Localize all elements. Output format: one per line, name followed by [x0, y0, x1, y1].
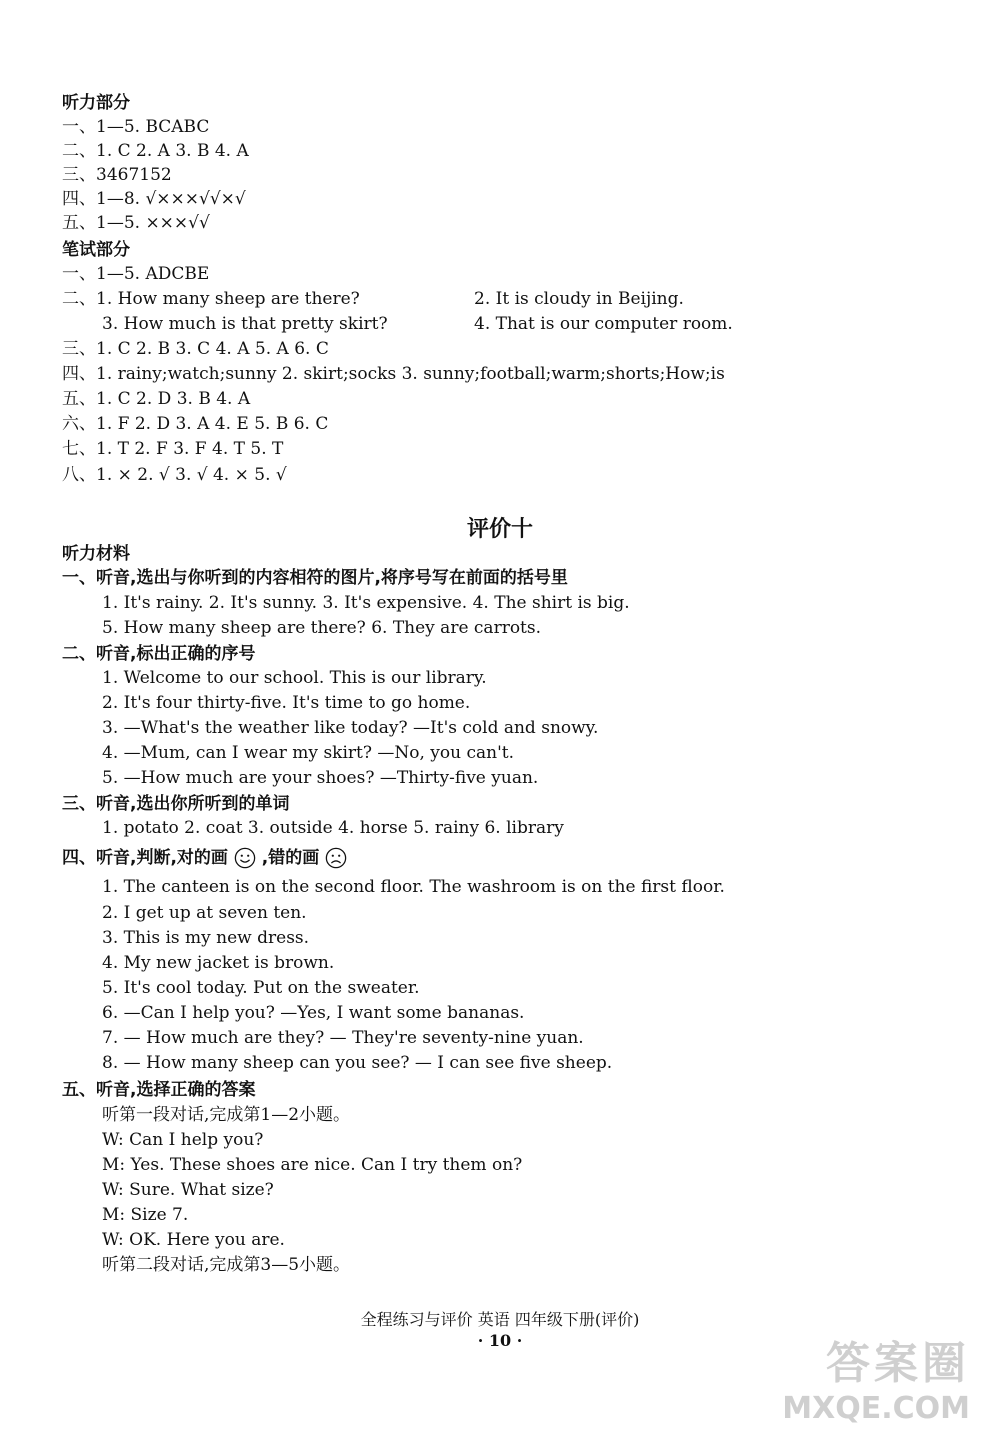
script-line: 听第一段对话,完成第1—2小题。 — [102, 1105, 351, 1125]
script-line: 听第二段对话,完成第3—5小题。 — [102, 1255, 351, 1275]
smiley-face-icon — [234, 847, 256, 869]
script-line: 4. My new jacket is brown. — [102, 953, 335, 973]
answer-line: 六、1. F 2. D 3. A 4. E 5. B 6. C — [62, 414, 329, 434]
script-line: 1. The canteen is on the second floor. The washroom is on the first floor. — [102, 877, 725, 897]
section-title: 评价十 — [466, 517, 533, 542]
footer-book-title: 全程练习与评价 英语 四年级下册(评价) — [360, 1310, 640, 1329]
dialogue-line: M: Size 7. — [102, 1205, 189, 1225]
script-line: 5. It's cool today. Put on the sweater. — [102, 978, 420, 998]
watermark-text: 答案圈 — [826, 1338, 970, 1389]
script-line: 6. —Can I help you? —Yes, I want some bananas. — [102, 1003, 525, 1023]
script-line: 1. potato 2. coat 3. outside 4. horse 5. rainy 6. library — [102, 818, 564, 838]
answer-line: 3. How much is that pretty skirt? — [102, 314, 388, 334]
answer-line: 八、1. × 2. √ 3. √ 4. × 5. √ — [62, 465, 287, 485]
question-heading-part: 四、听音,判断,对的画 — [62, 848, 228, 868]
question-heading: 一、听音,选出与你听到的内容相符的图片,将序号写在前面的括号里 — [62, 568, 568, 588]
answer-line: 一、1—5. ADCBE — [62, 264, 210, 284]
script-line: 2. I get up at seven ten. — [102, 903, 307, 923]
watermark-url: MXQE.COM — [782, 1391, 970, 1426]
watermark — [782, 1327, 970, 1426]
answer-line: 七、1. T 2. F 3. F 4. T 5. T — [62, 439, 284, 459]
script-line: 1. Welcome to our school. This is our library. — [102, 668, 487, 688]
answer-line: 二、1. How many sheep are there? — [62, 289, 360, 309]
answer-line: 四、1—8. √×××√√×√ — [62, 189, 246, 209]
script-line: 3. This is my new dress. — [102, 928, 310, 948]
answer-line: 一、1—5. BCABC — [62, 117, 210, 137]
written-part-heading: 笔试部分 — [62, 240, 130, 260]
script-line: 8. — How many sheep can you see? — I can see five sheep. — [102, 1053, 613, 1073]
answer-line: 三、3467152 — [62, 165, 172, 185]
script-line: 3. —What's the weather like today? —It's cold and snowy. — [102, 718, 599, 738]
dialogue-line: W: OK. Here you are. — [102, 1230, 285, 1250]
material-heading: 听力材料 — [62, 544, 130, 564]
script-line: 4. —Mum, can I wear my skirt? —No, you can't. — [102, 743, 515, 763]
question-heading: 二、听音,标出正确的序号 — [62, 644, 256, 664]
page-number: · 10 · — [477, 1331, 523, 1350]
script-line: 2. It's four thirty-five. It's time to go home. — [102, 693, 471, 713]
answer-line: 二、1. C 2. A 3. B 4. A — [62, 141, 249, 161]
script-line: 7. — How much are they? — They're seventy-nine yuan. — [102, 1028, 584, 1048]
answer-line: 三、1. C 2. B 3. C 4. A 5. A 6. C — [62, 339, 329, 359]
question-heading: 五、听音,选择正确的答案 — [62, 1080, 256, 1100]
answer-line: 4. That is our computer room. — [474, 314, 733, 334]
question-heading — [62, 847, 347, 869]
dialogue-line: W: Sure. What size? — [102, 1180, 274, 1200]
sad-face-icon — [325, 847, 347, 869]
dialogue-line: W: Can I help you? — [102, 1130, 264, 1150]
dialogue-line: M: Yes. These shoes are nice. Can I try them on? — [102, 1155, 523, 1175]
answer-line: 2. It is cloudy in Beijing. — [474, 289, 684, 309]
answer-line: 五、1. C 2. D 3. B 4. A — [62, 389, 251, 409]
question-heading: 三、听音,选出你所听到的单词 — [62, 794, 290, 814]
question-heading-part: ,错的画 — [261, 848, 320, 868]
listening-part-heading: 听力部分 — [62, 93, 130, 113]
answer-line: 四、1. rainy;watch;sunny 2. skirt;socks 3. sunny;football;warm;shorts;How;is — [62, 364, 725, 384]
script-line: 5. How many sheep are there? 6. They are carrots. — [102, 618, 542, 638]
script-line: 1. It's rainy. 2. It's sunny. 3. It's expensive. 4. The shirt is big. — [102, 593, 630, 613]
script-line: 5. —How much are your shoes? —Thirty-five yuan. — [102, 768, 539, 788]
answer-line: 五、1—5. ×××√√ — [62, 213, 210, 233]
